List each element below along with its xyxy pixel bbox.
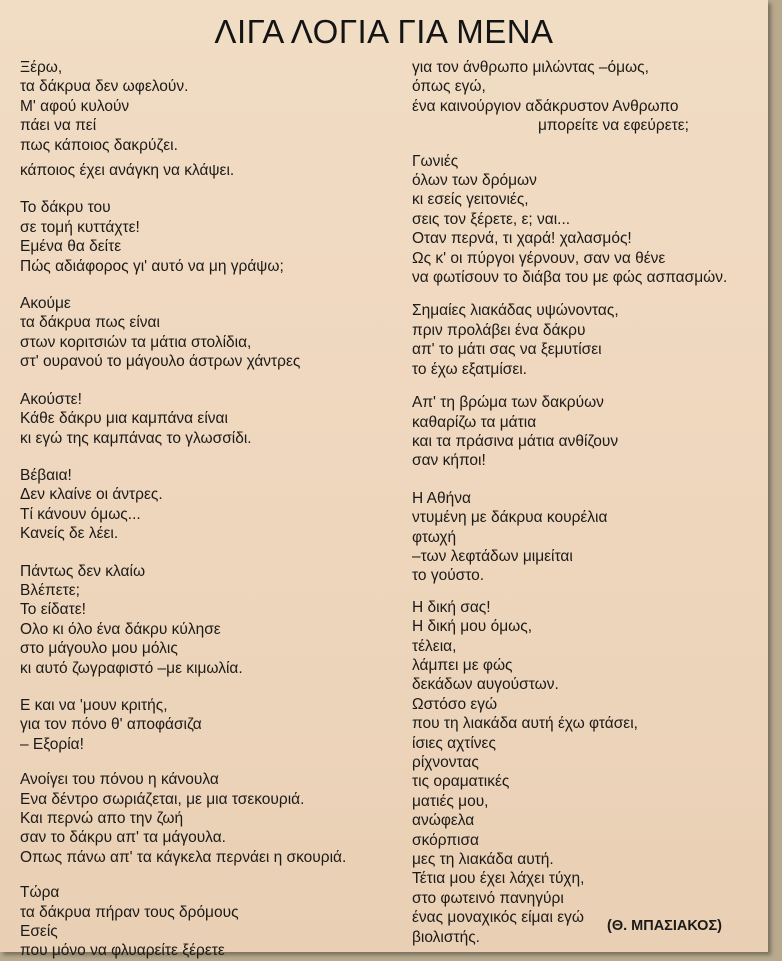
stanza [20, 390, 400, 448]
poem-line: για τον πόνο θ' αποφάσιζα [20, 716, 202, 734]
stanza [20, 161, 400, 180]
poem-line: σε τομή κυττάχτε! [20, 218, 140, 236]
stanza [20, 696, 400, 754]
poem-line: Τώρα [20, 884, 60, 902]
poem-line: Ακούστε! [20, 390, 82, 408]
poem-line: Ακούμε [20, 295, 71, 313]
poem-title: ΛΙΓΑ ΛΟΓΙΑ ΓΙΑ ΜΕΝΑ [214, 13, 554, 50]
poem-line: τις οραματικές [412, 773, 510, 791]
poem-line: σαν το δάκρυ απ' τα μάγουλα. [20, 829, 226, 847]
poem-line: Εμένα θα δείτε [20, 238, 122, 256]
poem-line: κι εσείς γειτονιές, [412, 191, 529, 209]
poem-line: μπορείτε να εφεύρετε; [538, 117, 689, 135]
poem-line: Δεν κλαίνε οι άντρες. [20, 486, 163, 504]
poem-line: Κάθε δάκρυ μια καμπάνα είναι [20, 410, 228, 428]
poem-line: ένα καινούργιον αδάκρυστον Ανθρωπο [412, 97, 679, 115]
stanza [20, 294, 400, 372]
stanza [20, 770, 400, 867]
poem-line: μες τη λιακάδα αυτή. [412, 851, 554, 869]
poem-line: που τη λιακάδα αυτή έχω φτάσει, [412, 715, 638, 733]
poem-line: Το δάκρυ του [20, 199, 111, 217]
poem-line: Και περνώ απο την ζωή [20, 810, 184, 827]
stanza [412, 152, 762, 288]
poem-line: Ξέρω, [20, 59, 63, 76]
poem-line: Η δική σας! [412, 598, 491, 616]
poem-line: Βλέπετε; [20, 581, 80, 599]
poem-line: τα δάκρυα δεν ωφελούν. [20, 78, 189, 96]
poem-line: Η Αθήνα [412, 489, 471, 507]
poem-line: – Εξορία! [20, 735, 84, 753]
poem-line: Το είδατε! [20, 601, 86, 619]
poem-line: Ως κ' οι πύργοι γέρνουν, σαν να θένε [412, 249, 666, 267]
poem-line: λάμπει με φώς [412, 656, 513, 674]
poem-line: όπως εγώ, [412, 78, 486, 96]
poem-line: πάει να πεί [20, 117, 97, 135]
poem-line: Πάντως δεν κλαίω [20, 562, 146, 580]
stanza [20, 58, 400, 155]
stanza [20, 466, 400, 544]
stanza [20, 562, 400, 678]
poem-line: –των λεφτάδων μιμείται [412, 547, 573, 565]
poem-line: Ενα δέντρο σωριάζεται, με μια τσεκουριά. [20, 790, 305, 808]
poem-line: σεις τον ξέρετε, ε; ναι... [412, 210, 571, 228]
poem-line: Τί κάνουν όμως... [20, 505, 141, 523]
poem-line: στ' ουρανού το μάγουλο άστρων χάντρες [20, 353, 301, 371]
poem-line: όλων των δρόμων [412, 172, 537, 190]
poem-line: ένας μοναχικός είμαι εγώ [412, 909, 584, 927]
stanza [20, 198, 400, 276]
poem-line: τα δάκρυα πήραν τους δρόμους [20, 903, 239, 921]
left-column [20, 58, 400, 961]
poem-line: και τα πράσινα μάτια ανθίζουν [412, 432, 619, 450]
poem-line: κάποιος έχει ανάγκη να κλάψει. [20, 162, 235, 180]
poem-line: ντυμένη με δάκρυα κουρέλια [412, 509, 608, 527]
poem-line: Γωνιές [412, 152, 459, 170]
poem-line: Σημαίες λιακάδας υψώνοντας, [412, 302, 619, 320]
poem-line: Οπως πάνω απ' τα κάγκελα περνάει η σκουριά. [20, 848, 347, 866]
poem-line: σαν κήποι! [412, 452, 486, 470]
poem-line: Κανείς δε λέει. [20, 525, 119, 543]
poem-line: Ε και να 'μουν κριτής, [20, 696, 168, 714]
poem-line: ματιές μου, [412, 792, 489, 810]
poem-line: στο μάγουλο μου μόλις [20, 640, 178, 658]
right-column [412, 58, 762, 947]
poem-line: Απ' τη βρώμα των δακρύων [412, 394, 604, 412]
poem-line: φτωχή [412, 528, 457, 546]
poem-line: Οταν περνά, τι χαρά! χαλασμός! [412, 230, 632, 248]
poem-line: στο φωτεινό πανηγύρι [412, 889, 564, 907]
poem-line: Ολο κι όλο ένα δάκρυ κύλησε [20, 620, 221, 638]
poem-line: που μόνο να φλυαρείτε ξέρετε [20, 942, 225, 960]
poem-line: ίσιες αχτίνες [412, 734, 496, 752]
poem-line: κι αυτό ζωγραφιστό –με κιμωλία. [20, 659, 243, 677]
poem-line: πριν προλάβει ένα δάκρυ [412, 321, 586, 339]
poem-line: Ανοίγει του πόνου η κάνουλα [20, 771, 219, 789]
poem-line: βιολιστής. [412, 928, 480, 946]
poem-line: πως κάποιος δακρύζει. [20, 136, 178, 154]
poem-line: Ωστόσο εγώ [412, 695, 498, 713]
stanza [412, 393, 762, 471]
poem-line: Μ' αφού κυλούν [20, 97, 130, 115]
author-signature: (Θ. ΜΠΑΣΙΑΚΟΣ) [606, 918, 722, 934]
stanza [412, 598, 762, 947]
poem-line: το έχω εξατμίσει. [412, 360, 527, 378]
poem-line: σκόρπισα [412, 831, 480, 849]
stanza [20, 883, 400, 961]
poem-line: Βέβαια! [20, 466, 72, 484]
stanza [412, 58, 762, 136]
poem-line: ρίχνοντας [412, 754, 479, 771]
poem-line: για τον άνθρωπο μιλώντας –όμως, [412, 59, 649, 76]
poem-line: Εσείς [20, 923, 58, 941]
stanza [412, 301, 762, 379]
poem-line: το γούστο. [412, 567, 485, 585]
stanza [412, 489, 762, 586]
poem-line: δεκάδων αυγούστων. [412, 676, 559, 694]
poem-line: απ' το μάτι σας να ξεμυτίσει [412, 341, 602, 359]
poem-line: στων κοριτσιών τα μάτια στολίδια, [20, 333, 252, 351]
poem-line: να φωτίσουν το διάβα του με φώς ασπασμών. [412, 269, 728, 287]
poem-line: τα δάκρυα πως είναι [20, 314, 160, 332]
poem-line: τέλεια, [412, 637, 457, 655]
poem-line: Πώς αδιάφορος γι' αυτό να μη γράψω; [20, 257, 284, 275]
poem-line: καθαρίζω τα μάτια [412, 413, 537, 431]
poem-line: Η δική μου όμως, [412, 618, 533, 636]
poem-line: Τέτια μου έχει λάχει τύχη, [412, 870, 585, 888]
poem-line: κι εγώ της καμπάνας το γλωσσίδι. [20, 429, 252, 447]
poem-line: ανώφελα [412, 812, 475, 830]
